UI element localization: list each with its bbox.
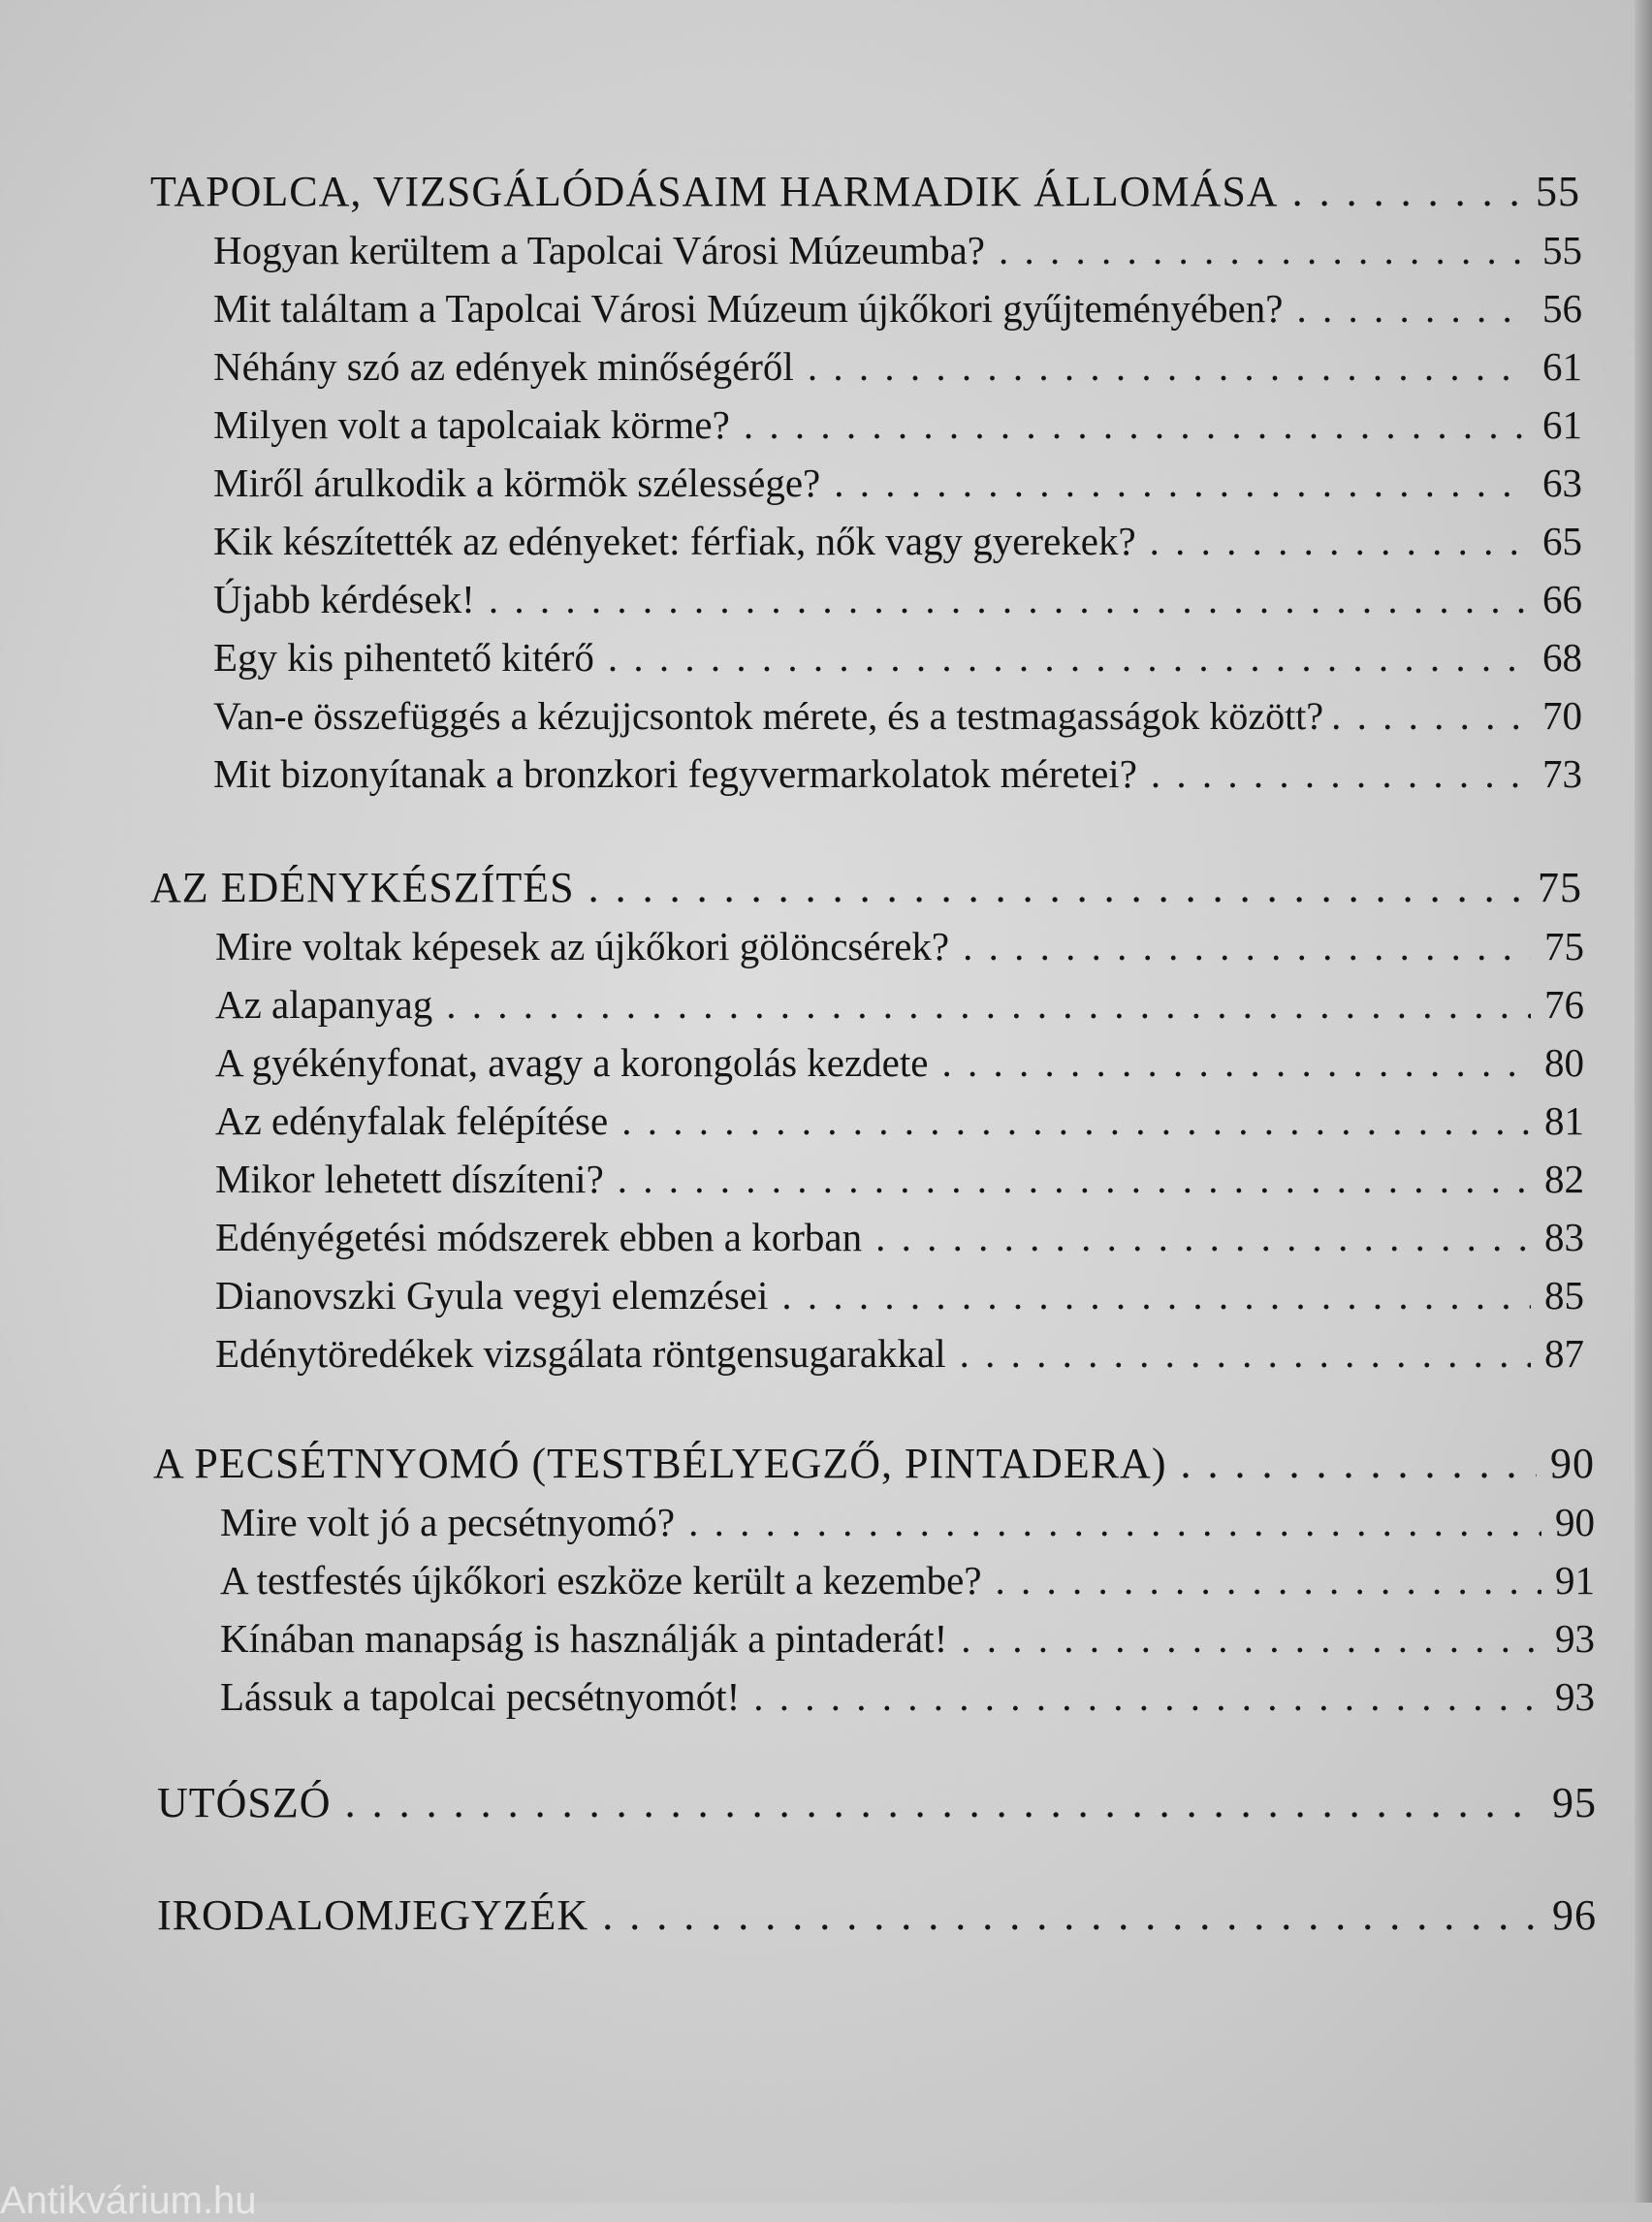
item-title: Mire volt jó a pecsétnyomó? xyxy=(220,1500,676,1544)
page-number: 56 xyxy=(1542,286,1582,331)
page-number: 82 xyxy=(1544,1157,1584,1201)
dot-leader xyxy=(960,1330,1531,1377)
dot-leader xyxy=(808,343,1529,390)
item-title: Néhány szó az edények minőségéről xyxy=(213,344,794,389)
page-number: 91 xyxy=(1555,1558,1595,1603)
toc-section-heading xyxy=(153,1439,1595,1488)
toc-section-heading xyxy=(157,1778,1597,1827)
page-number: 76 xyxy=(1544,982,1584,1027)
page-number: 70 xyxy=(1542,693,1582,738)
toc-item xyxy=(213,750,1582,797)
dot-leader xyxy=(1151,750,1529,797)
dot-leader xyxy=(753,1673,1541,1720)
toc-item xyxy=(213,692,1582,739)
item-title: Mire voltak képesek az újkőkori gölöncsérek? xyxy=(215,924,950,968)
toc-item xyxy=(220,1557,1595,1603)
toc-item xyxy=(215,1272,1584,1318)
page-number: 55 xyxy=(1536,168,1580,215)
section-title: A PECSÉTNYOMÓ (TESTBÉLYEGZŐ, PINTADERA) xyxy=(153,1440,1167,1487)
toc-item xyxy=(213,634,1582,681)
toc-item xyxy=(213,401,1582,448)
dot-leader xyxy=(1331,692,1535,739)
toc-item xyxy=(213,227,1582,273)
toc-item xyxy=(213,285,1582,332)
item-title: Hogyan kerültem a Tapolcai Városi Múzeumba? xyxy=(213,228,985,272)
item-title: Az alapanyag xyxy=(215,982,433,1027)
toc-section-heading xyxy=(157,1890,1597,1940)
item-title: Mit bizonyítanak a bronzkori fegyvermarkolatok méretei? xyxy=(213,751,1137,796)
toc-item xyxy=(215,1097,1584,1144)
item-title: A testfestés újkőkori eszköze került a kezembe? xyxy=(220,1558,982,1603)
toc-item xyxy=(213,518,1582,564)
item-title: Edénytöredékek vizsgálata röntgensugarakkal xyxy=(215,1331,946,1376)
toc-item xyxy=(215,1039,1584,1086)
section-title: IRODALOMJEGYZÉK xyxy=(157,1891,589,1939)
page-number: 61 xyxy=(1542,402,1582,447)
item-title: Dianovszki Gyula vegyi elemzései xyxy=(215,1273,769,1317)
dot-leader xyxy=(688,1499,1541,1545)
section-title: TAPOLCA, VIZSGÁLÓDÁSAIM HARMADIK ÁLLOMÁSA xyxy=(150,168,1279,215)
dot-leader xyxy=(446,981,1531,1028)
item-title: Mikor lehetett díszíteni? xyxy=(215,1157,604,1201)
toc-item xyxy=(213,576,1582,622)
dot-leader xyxy=(1180,1439,1537,1488)
toc-section-heading xyxy=(150,863,1582,912)
toc-item xyxy=(220,1673,1595,1720)
item-title: Mit találtam a Tapolcai Városi Múzeum újkőkori gyűjteményében? xyxy=(213,286,1284,331)
dot-leader xyxy=(961,1615,1541,1662)
toc-item xyxy=(215,1156,1584,1202)
item-title: Kik készítették az edényeket: férfiak, nők vagy gyerekek? xyxy=(213,519,1136,563)
dot-leader xyxy=(602,1890,1539,1940)
dot-leader xyxy=(608,634,1529,681)
page-number: 68 xyxy=(1542,635,1582,680)
page-number: 85 xyxy=(1544,1273,1584,1317)
toc-item xyxy=(213,343,1582,390)
dot-leader xyxy=(618,1156,1531,1202)
toc-item xyxy=(215,923,1584,969)
page-number: 55 xyxy=(1542,228,1582,272)
item-title: Edényégetési módszerek ebben a korban xyxy=(215,1215,863,1259)
dot-leader xyxy=(963,923,1531,969)
item-title: Az edényfalak felépítése xyxy=(215,1098,609,1143)
dot-leader xyxy=(1150,518,1529,564)
page-number: 81 xyxy=(1544,1098,1584,1143)
page-number: 63 xyxy=(1542,460,1582,505)
item-title: Van-e összefüggés a kézujjcsontok mérete, és a testmagasságok között? xyxy=(213,694,1324,738)
page-number: 93 xyxy=(1555,1674,1595,1719)
page-number: 73 xyxy=(1542,751,1582,796)
dot-leader xyxy=(588,863,1524,912)
toc-item xyxy=(215,1214,1584,1260)
dot-leader xyxy=(345,1778,1539,1827)
item-title: A gyékényfonat, avagy a korongolás kezdete xyxy=(215,1040,929,1085)
page-number: 61 xyxy=(1542,344,1582,389)
dot-leader xyxy=(999,227,1529,273)
page-number: 87 xyxy=(1544,1331,1584,1376)
item-title: Miről árulkodik a körmök szélessége? xyxy=(213,460,821,505)
dot-leader xyxy=(744,401,1529,448)
page-number: 90 xyxy=(1550,1440,1595,1487)
page-number: 66 xyxy=(1542,577,1582,621)
toc-section-heading xyxy=(150,167,1580,216)
page-number: 83 xyxy=(1544,1215,1584,1259)
item-title: Újabb kérdések! xyxy=(213,577,475,621)
page-number: 75 xyxy=(1538,864,1582,911)
item-title: Kínában manapság is használják a pintaderát! xyxy=(220,1616,948,1661)
page-number: 65 xyxy=(1542,519,1582,563)
toc-item xyxy=(215,981,1584,1028)
page-number: 80 xyxy=(1544,1040,1584,1085)
toc-item xyxy=(213,460,1582,506)
section-title: AZ EDÉNYKÉSZÍTÉS xyxy=(150,864,575,911)
item-title: Egy kis pihentető kitérő xyxy=(213,635,594,680)
page-number: 96 xyxy=(1552,1891,1597,1939)
toc-item xyxy=(220,1615,1595,1662)
watermark: Antikvárium.hu xyxy=(0,2179,257,2222)
dot-leader xyxy=(621,1097,1531,1144)
dot-leader xyxy=(1292,167,1522,216)
page-number: 95 xyxy=(1552,1779,1597,1826)
section-title: UTÓSZÓ xyxy=(157,1779,332,1826)
item-title: Lássuk a tapolcai pecsétnyomót! xyxy=(220,1674,741,1719)
page-number: 90 xyxy=(1555,1500,1595,1544)
dot-leader xyxy=(996,1557,1541,1603)
page-number: 93 xyxy=(1555,1616,1595,1661)
page-number: 75 xyxy=(1544,924,1584,968)
dot-leader xyxy=(1296,285,1529,332)
toc-item xyxy=(215,1330,1584,1377)
dot-leader xyxy=(941,1039,1531,1086)
toc-item xyxy=(220,1499,1595,1545)
dot-leader xyxy=(489,576,1529,622)
dot-leader xyxy=(834,460,1529,506)
dot-leader xyxy=(781,1272,1531,1318)
dot-leader xyxy=(875,1214,1531,1260)
item-title: Milyen volt a tapolcaiak körme? xyxy=(213,402,730,447)
